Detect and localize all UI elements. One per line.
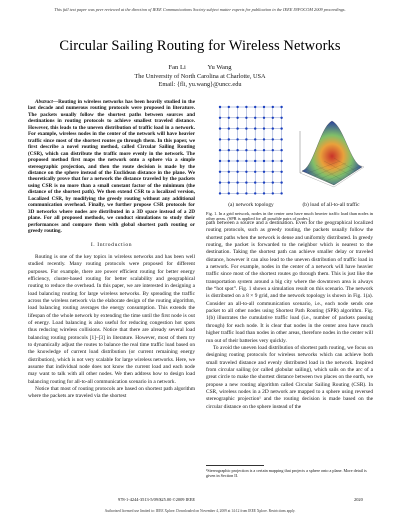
author-name: Yu Wang xyxy=(207,64,232,71)
grid-node xyxy=(236,181,238,183)
author-affiliation: The University of North Carolina at Charlotte, USA xyxy=(134,73,266,80)
author-name: Fan Li xyxy=(168,64,186,71)
grid-node xyxy=(236,160,238,162)
grid-node xyxy=(236,127,238,129)
author-list xyxy=(0,64,400,71)
grid-node xyxy=(280,160,282,162)
grid-node xyxy=(272,127,274,129)
grid-node xyxy=(228,192,230,194)
authorized-use-notice: Authorized licensed use limited to: IEEE Xplore. Downloaded on November 4, 2009 at 14:12 from IEEE Xplore. Restrictions apply. xyxy=(104,509,296,513)
grid-node xyxy=(280,117,282,119)
grid-node xyxy=(263,117,265,119)
grid-node xyxy=(263,138,265,140)
grid-node xyxy=(245,160,247,162)
grid-node xyxy=(272,171,274,173)
grid-node xyxy=(263,192,265,194)
grid-node xyxy=(245,117,247,119)
grid-node xyxy=(245,171,247,173)
grid-node xyxy=(228,181,230,183)
grid-node xyxy=(263,127,265,129)
grid-node xyxy=(219,127,221,129)
grid-node xyxy=(272,138,274,140)
figure-panel-b-caption: (b) load of all-to-all traffic xyxy=(302,202,360,208)
grid-node xyxy=(272,149,274,151)
grid-node xyxy=(236,138,238,140)
traffic-load-panel xyxy=(294,101,368,201)
network-topology-panel xyxy=(214,101,288,201)
grid-node xyxy=(272,117,274,119)
paper-title: Circular Sailing Routing for Wireless Networks xyxy=(59,38,341,54)
grid-node xyxy=(254,138,256,140)
grid-node xyxy=(245,106,247,108)
grid-node xyxy=(254,181,256,183)
publication-banner: This full text paper was peer reviewed at the direction of IEEE Communications Society subject matter experts for publication in the IEEE INFOCOM 2009 proceedings. xyxy=(54,7,346,12)
grid-node xyxy=(236,171,238,173)
grid-node xyxy=(245,138,247,140)
body-paragraph: path between a source and a destination. Even for the geographical localized routing protocols, such as greedy routing, the packets usually follow the shortest paths when the network is dense and uniformly distributed. In greedy routing, the packet is forwarded to the neighbor which is nearest to the destination. Taking the shortest path can achieve smaller delay or traveled distance, however it can also lead to the uneven distribution of traffic load in a network. For example, nodes in the center of a network will have heavier traffic since most of the shortest routes go through them. This is just like the transportation system around a big city where the downtown area is always the “hot spot”. Fig. 1 shows a simulation result on this scenario. The network is distributed on a 8 × 9 grid, and the network topology is shown in Fig. 1(a). Consider an all-to-all communication scenario, i.e., each node sends one packet to all other nodes using Shortest Path Routing (SPR) algorithm. Fig. 1(b) illustrates the cumulative traffic load (i.e., number of packets passing through) for each node. It is clear that nodes in the center area have much higher traffic load than nodes in other areas, therefore nodes in the center will run out of their batteries very quickly. xyxy=(206,220,373,344)
grid-node xyxy=(219,106,221,108)
figure-panel-a-caption: (a) network topology xyxy=(228,202,274,208)
grid-node xyxy=(280,181,282,183)
grid-topology-graphic xyxy=(214,101,288,201)
grid-node xyxy=(228,149,230,151)
figure-caption: Fig. 1. In a grid network, nodes in the center area have much heavier traffic load than nodes in other areas. (SPR is applied for all possible pairs of nodes.) xyxy=(206,211,373,222)
grid-node xyxy=(280,127,282,129)
grid-node xyxy=(254,117,256,119)
grid-node xyxy=(219,138,221,140)
abstract-text: —Routing in wireless networks has been heavily studied in the last decade and numerous routing protocols were proposed in literature. The packets usually follow the shortest paths between sources and destinations in routing protocols to achieve smallest traveled distance. However, this leads to the uneven distribution of traffic load in a network. For example, wireless nodes in the center of the network will have heavier traffic since most of the shortest routes go through them. In this paper, we first describe a novel routing method, called Circular Sailing Routing (CSR), which can distribute the traffic more evenly in the network. The proposed method first maps the network onto a sphere via a simple stereographic projection, and then the route decision is made by the distance on the sphere instead of the Euclidean distance in the plane. We theoretically prove that for a network the distance traveled by the packets using CSR is no more than a small constant factor of the minimum (the distance of the shortest path). We then extend CSR to a localized version, Localized CSR, by modifying the greedy routing without any additional communication overhead. Finally, we further propose CSR protocols for 3D networks where nodes are distributed in a 3D space instead of a 2D plane. For all proposed methods, we conduct simulations to study their performances and compare them with global shortest path routing or greedy routing. xyxy=(28,99,195,235)
intro-paragraph: Notice that most of routing protocols are based on shortest path algorithm where the packets are traveled via the shortest xyxy=(28,386,195,400)
grid-node xyxy=(219,149,221,151)
figure-1 xyxy=(206,99,373,220)
grid-node xyxy=(236,192,238,194)
grid-node xyxy=(280,192,282,194)
grid-node xyxy=(254,149,256,151)
grid-node xyxy=(219,192,221,194)
intro-paragraph: Routing is one of the key topics in wireless networks and has been well studied recently. Many routing protocols were proposed for different purposes. For example, there are power efficient routing for better energy efficiency, cluster-based routing for better scalability and geographical routing to reduce the overhead. In this paper, we are interested in designing a load balancing routing for large wireless networks. By spreading the traffic across the wireless network via the elaborate design of the routing algorithm, load balancing routing averages the energy consumption. This extends the lifespan of the whole network by extending the time until the first node is out of energy. Load balancing is also useful for reducing congestion hot spots thus reducing wireless collisions. Notice that there are already several load balancing routing protocols [1]–[3] in literature. However, most of them try to dynamically adjust the routes to balance the real time traffic load based on the knowledge of current load distribution (or current remaining energy distribution), which is not very scalable for large wireless networks. Here, we assume that individual node does not know the current load and each node may want to talk with all other nodes. We then address how to design load balancing routing for all-to-all communication scenario in a network. xyxy=(28,253,195,385)
grid-node xyxy=(280,149,282,151)
grid-node xyxy=(228,160,230,162)
grid-node xyxy=(280,106,282,108)
grid-node xyxy=(228,117,230,119)
grid-node xyxy=(280,171,282,173)
grid-node xyxy=(263,181,265,183)
left-column xyxy=(28,99,195,401)
grid-node xyxy=(219,181,221,183)
grid-node xyxy=(263,160,265,162)
grid-node xyxy=(228,127,230,129)
grid-node xyxy=(263,171,265,173)
body-paragraph: To avoid the uneven load distribution of shortest path routing, we focus on designing routing protocols for wireless networks which can achieve both small traveled distance and evenly distributed load in the network. Inspired from circular sailing (or called globular sailing), which sails on the arc of a great circle to make the shortest distance between two places on the earth, we propose a new routing algorithm called Circular Sailing Routing (CSR). In CSR, wireless nodes in a 2D network are mapped to a sphere using reversed stereographic projection¹ and the routing decision is made based on the circular distance on the sphere instead of the xyxy=(206,344,373,410)
grid-node xyxy=(236,106,238,108)
grid-node xyxy=(254,192,256,194)
grid-node xyxy=(254,106,256,108)
grid-node xyxy=(228,106,230,108)
grid-node xyxy=(236,117,238,119)
grid-node xyxy=(254,160,256,162)
grid-node xyxy=(254,171,256,173)
grid-node xyxy=(245,192,247,194)
grid-node xyxy=(219,117,221,119)
grid-node xyxy=(272,160,274,162)
grid-node xyxy=(263,106,265,108)
grid-node xyxy=(228,171,230,173)
footer-isbn: 978-1-4244-3513-5/09/$25.00 ©2009 IEEE xyxy=(118,497,196,502)
grid-node xyxy=(263,149,265,151)
grid-node xyxy=(228,138,230,140)
footnote: ¹Stereographic projection is a certain mapping that projects a sphere onto a plane. More detail is given in Section II. xyxy=(206,468,367,479)
grid-node xyxy=(272,106,274,108)
right-column xyxy=(206,99,373,411)
footnote-rule xyxy=(206,465,264,466)
grid-node xyxy=(280,138,282,140)
grid-node xyxy=(272,192,274,194)
grid-node xyxy=(219,160,221,162)
grid-node xyxy=(219,171,221,173)
load-surface-graphic xyxy=(294,101,368,201)
grid-node xyxy=(254,127,256,129)
section-heading-introduction: I. Introduction xyxy=(90,241,133,248)
grid-node xyxy=(245,127,247,129)
abstract xyxy=(28,99,195,235)
abstract-lead: Abstract xyxy=(35,99,53,105)
grid-node xyxy=(245,149,247,151)
author-email: Email: {fli, yu.wang}@uncc.edu xyxy=(158,81,242,88)
footer-year: 2020 xyxy=(354,497,363,502)
grid-node xyxy=(236,149,238,151)
grid-node xyxy=(272,181,274,183)
grid-node xyxy=(245,181,247,183)
